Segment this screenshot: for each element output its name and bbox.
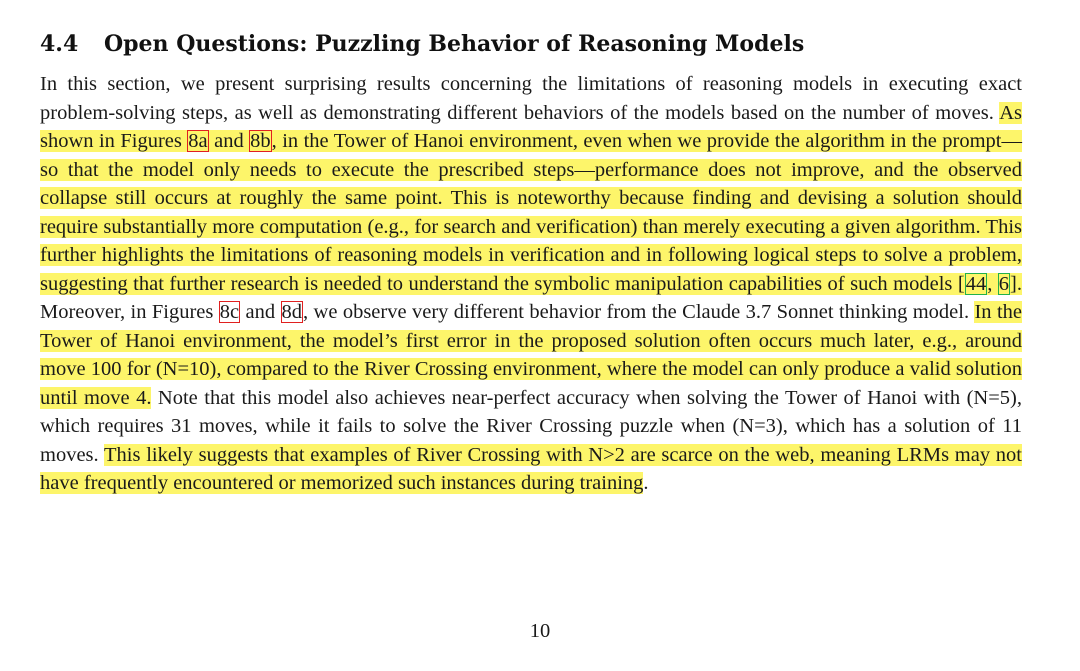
- section-number: 4.4: [40, 31, 79, 57]
- paragraph-2-text-a: Moreover, in Figures: [40, 301, 219, 323]
- highlight-1-text-a: As shown in Figures: [40, 101, 1023, 152]
- figure-ref-8d[interactable]: 8d: [281, 301, 303, 323]
- highlight-1-text-b: and: [208, 130, 250, 152]
- citation-44[interactable]: 44: [965, 272, 987, 295]
- highlight-1-text-c: , in the Tower of Hanoi environment, even when we provide the algorithm in the prompt—so that the model only needs to execute the prescribed steps—performance does not improve, and the observed collapse still occurs at roughly the same point. This is noteworthy because finding and devising a solution should require substantially more computation (e.g., for search and verification) than merely executing a given algorithm. This further highlights the limitations of reasoning models in verification and in following logical steps to solve a problem, suggesting that further research is needed to understand the symbolic manipulation capabilities of such models [: [40, 130, 1023, 295]
- body-paragraph: [40, 70, 1022, 498]
- page-number: 10: [529, 620, 551, 642]
- paragraph-2-text-c: , we observe very different behavior from the Claude 3.7 Sonnet thinking model.: [303, 301, 975, 323]
- section-title: Open Questions: Puzzling Behavior of Reasoning Models: [104, 31, 805, 57]
- highlight-1: [40, 102, 1022, 295]
- citation-6[interactable]: 6: [998, 272, 1010, 295]
- citation-separator: ,: [987, 272, 998, 295]
- intro-text: In this section, we present surprising results concerning the limitations of reasoning models in executing exact problem-solving steps, as well as demonstrating different behaviors of the models based on the number of moves.: [40, 73, 1022, 124]
- figure-ref-8a[interactable]: 8a: [188, 130, 208, 152]
- paragraph-end: .: [643, 472, 649, 494]
- section-heading: [40, 30, 1022, 58]
- paragraph-3-text: Note that this model also achieves near-perfect accuracy when solving the Tower of Hanoi with (N=5), which requires 31 moves, while it fails to solve the River Crossing puzzle when (N=3), which has a solution of 11 moves.: [40, 386, 1022, 466]
- highlight-2: In the Tower of Hanoi environment, the model’s first error in the proposed solution often occurs much later, e.g., around move 100 for (N=10), compared to the River Crossing environment, where the model can only produce a valid solution until move 4.: [40, 301, 1022, 409]
- figure-ref-8c[interactable]: 8c: [219, 301, 240, 323]
- highlight-1-text-d: ].: [1010, 272, 1022, 295]
- highlight-3: This likely suggests that examples of River Crossing with N>2 are scarce on the web, meaning LRMs may not have frequently encountered or memorized such instances during training: [40, 443, 1023, 494]
- figure-ref-8b[interactable]: 8b: [250, 130, 271, 152]
- paragraph-2-text-b: and: [240, 301, 281, 323]
- page-content: [40, 30, 1022, 498]
